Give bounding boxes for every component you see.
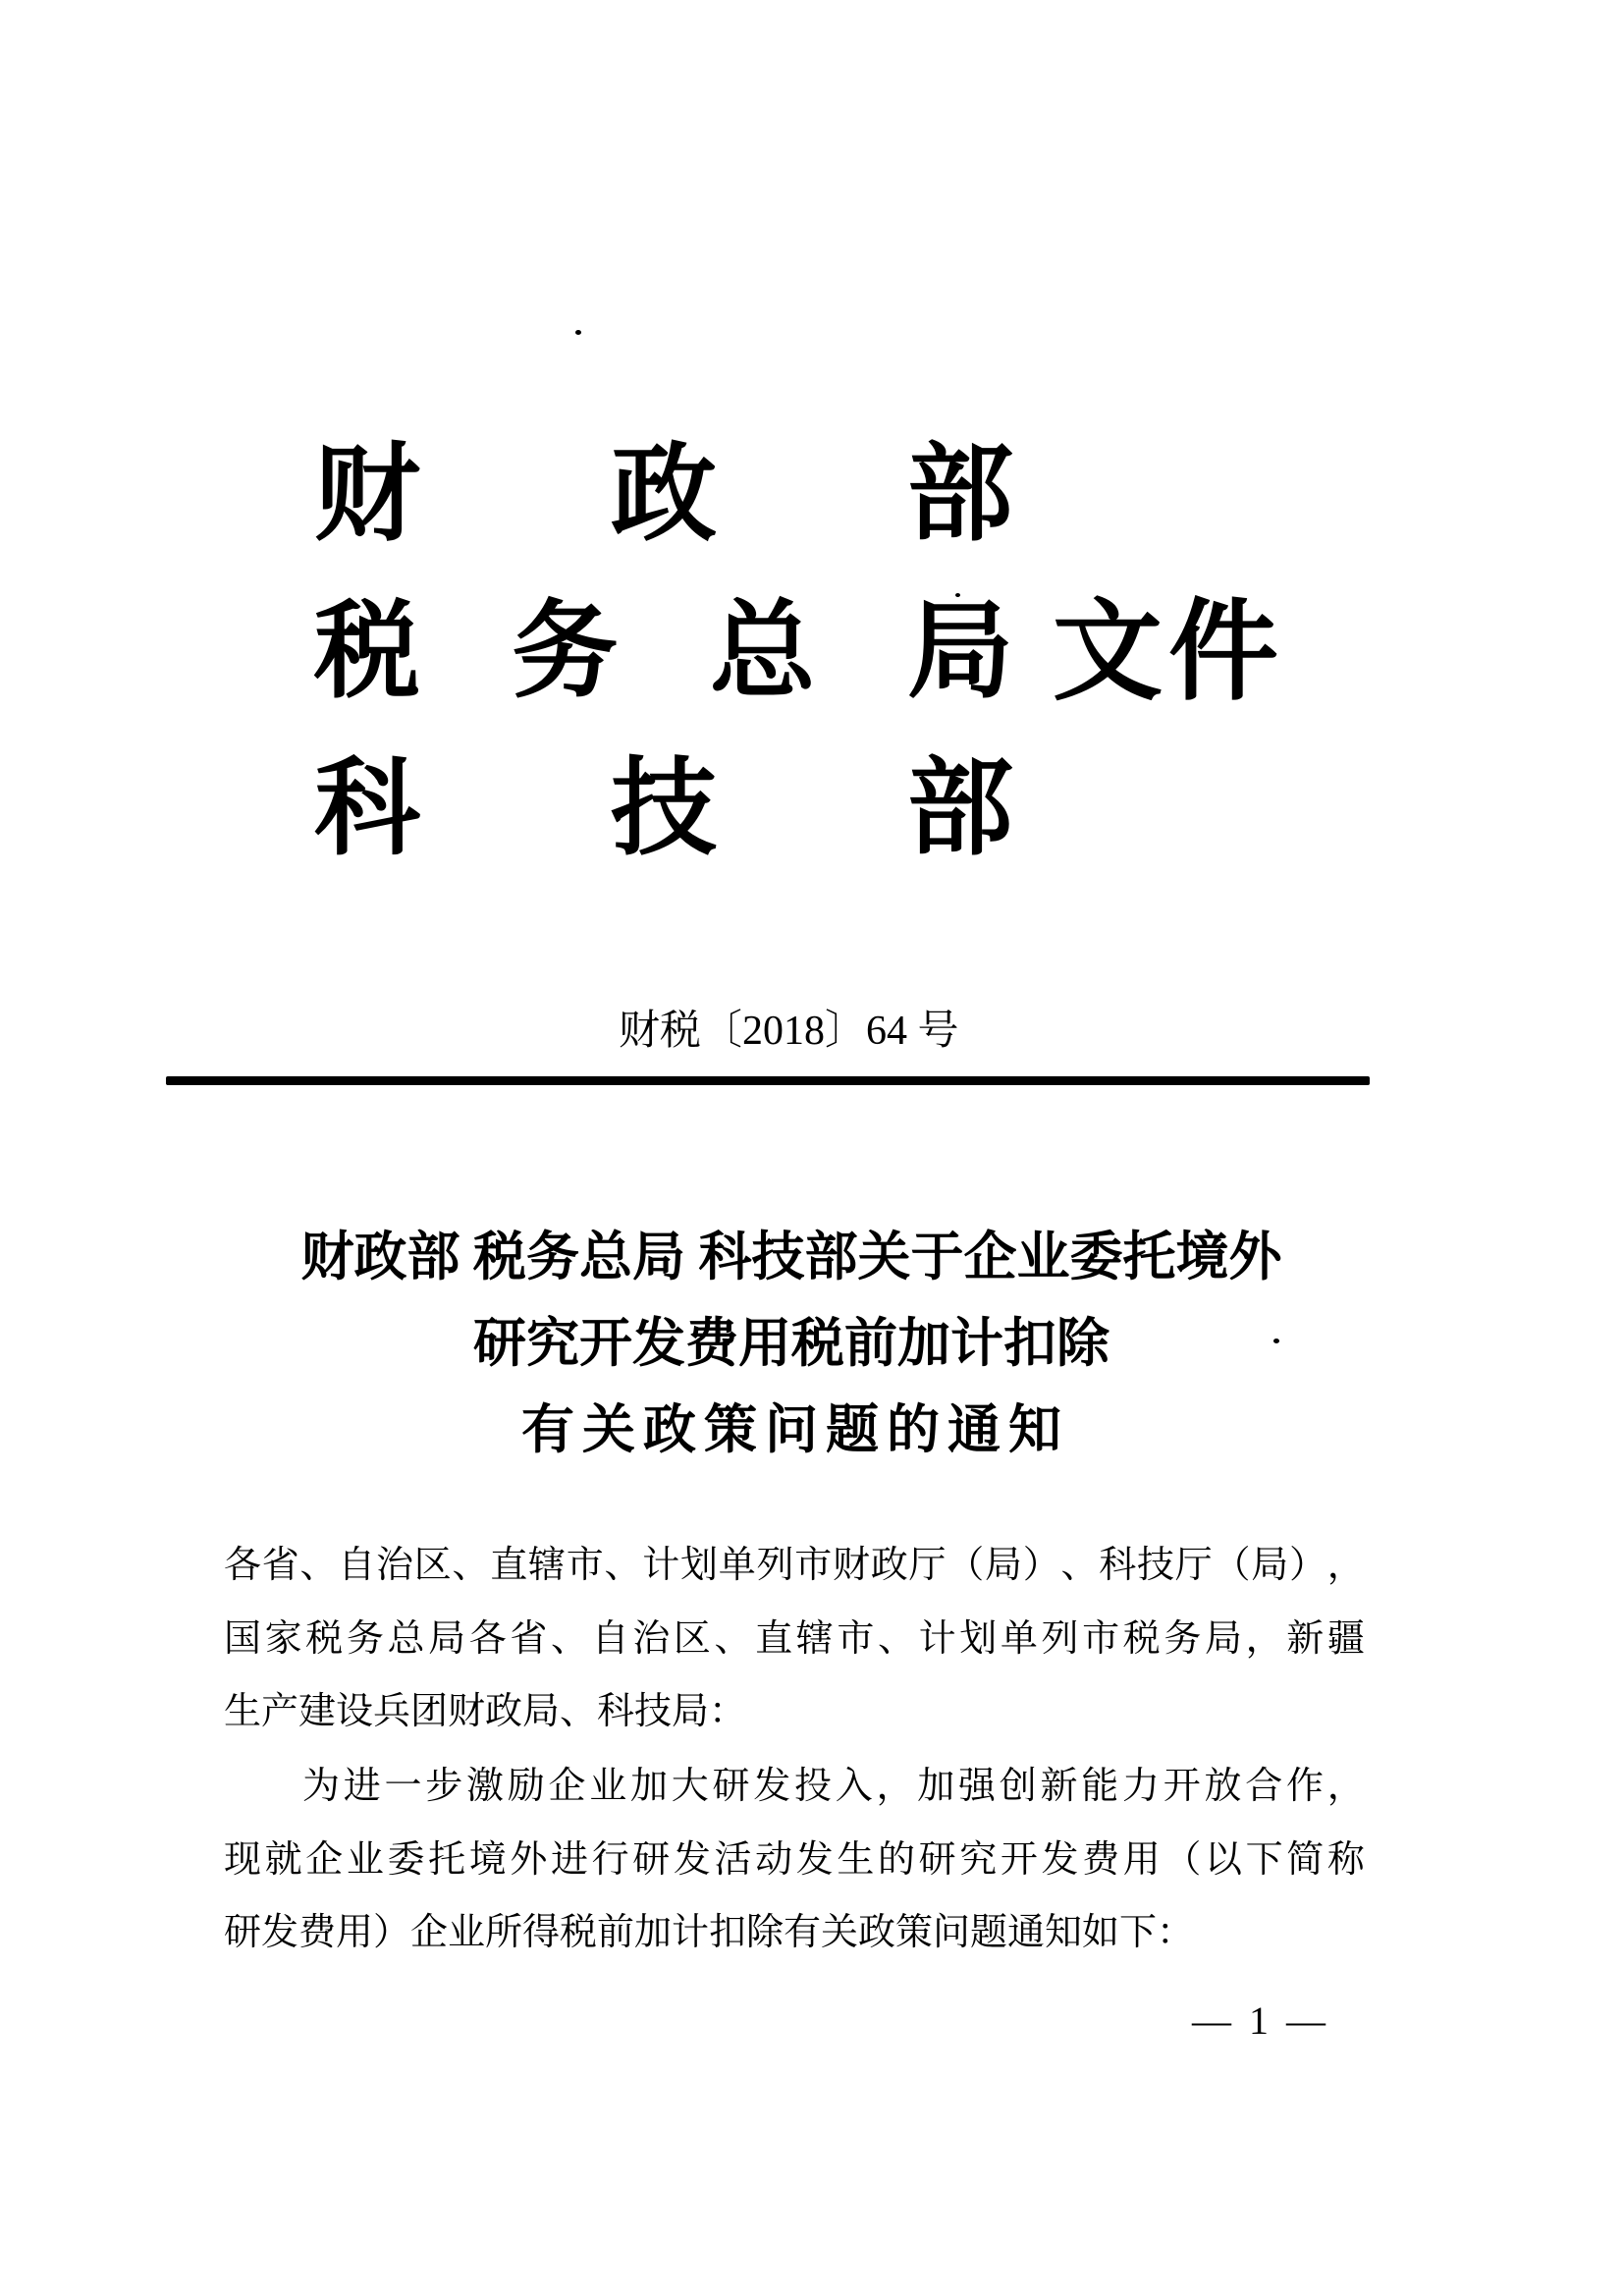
body-line: 各 省 、 自 治 区 、 直 辖 市 、 计 划 单 列 市 财 政 厅 （ 局 ） 、 科 技 厅 （ 局 ） ，	[224, 1544, 1365, 1586]
scan-speck	[575, 330, 581, 335]
agency-name-science-ministry: 科 技 部	[314, 751, 1013, 868]
body-line: 为 进 一 步 激 励 企 业 加 大 研 发 投 入 ， 加 强 创 新 能 力 开 放 合 作 ，	[302, 1765, 1365, 1807]
issuing-agencies-letterhead	[314, 417, 1013, 889]
title-line: 研究开发费用税前加计扣除	[473, 1314, 1109, 1373]
title-line: 有关政策问题的通知	[521, 1400, 1069, 1459]
agency-name-finance-ministry: 财 政 部	[314, 437, 1013, 554]
body-line: 研发费用）企业所得税前加计扣除有关政策问题通知如下：	[224, 1912, 1195, 1953]
page-number: — 1 —	[1192, 1998, 1329, 2043]
body-line: 国 家 税 务 总 局 各 省 、 自 治 区 、 直 辖 市 、 计 划 单 列 市 税 务 局 ， 新 疆	[224, 1617, 1365, 1660]
document-title	[101, 1214, 1482, 1473]
document-body	[224, 1528, 1365, 1970]
document-reference-number: 财税〔2018〕64 号	[619, 1009, 959, 1054]
body-line: 生产建设兵团财政局、科技局：	[224, 1691, 747, 1732]
document-word-label: 文 件	[1053, 592, 1278, 714]
body-line: 现 就 企 业 委 托 境 外 进 行 研 发 活 动 发 生 的 研 究 开 发 费 用 （ 以 下 简 称	[224, 1838, 1365, 1881]
agency-name-taxation-administration: 税 务 总 局	[314, 594, 1013, 711]
letterhead-divider-rule	[166, 1076, 1370, 1085]
title-line: 财政部 税务总局 科技部关于企业委托境外	[300, 1228, 1282, 1286]
